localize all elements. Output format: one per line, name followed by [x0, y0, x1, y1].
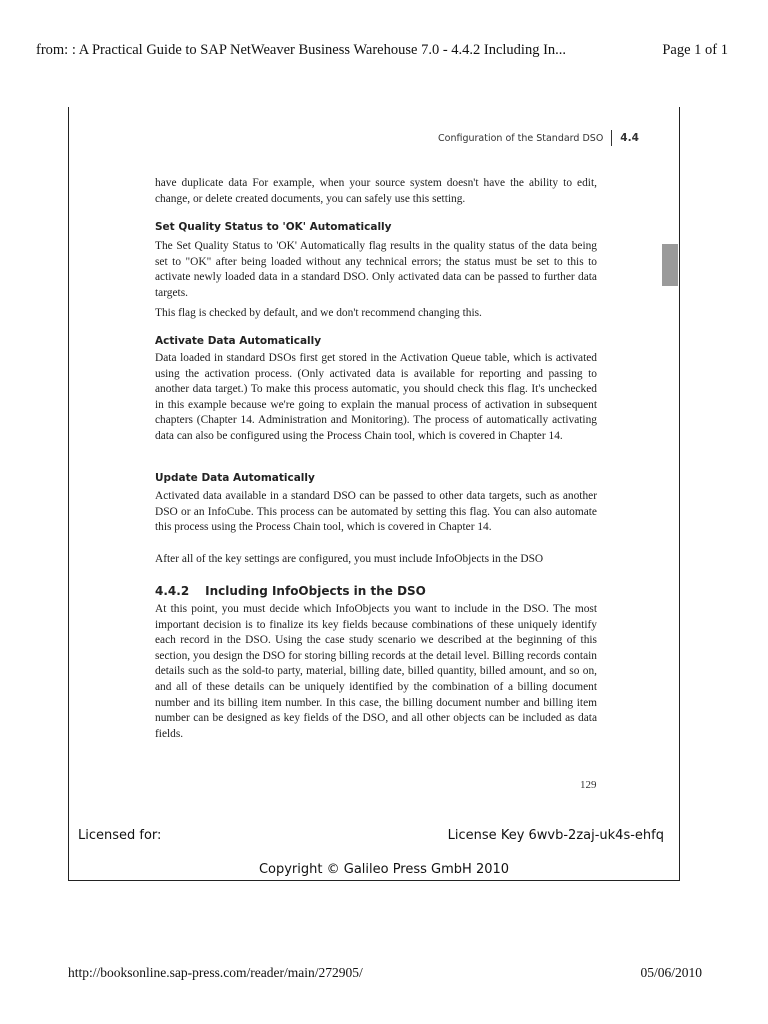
book-page-number: 129	[580, 779, 597, 791]
print-footer-url: http://booksonline.sap-press.com/reader/main/272905/	[68, 965, 363, 980]
section-heading	[155, 584, 426, 598]
running-head-title: Configuration of the Standard DSO	[438, 132, 604, 144]
update-paragraph-1: Activated data available in a standard DSO can be passed to other data targets, such as another DSO or an InfoCube. This process can be automated by setting this flag. You can also automate this process using the Process Chain tool, which is covered in Chapter 14.	[155, 490, 597, 534]
running-head	[438, 130, 648, 146]
scrollbar-thumb[interactable]	[662, 244, 678, 286]
running-head-divider	[611, 130, 612, 146]
section-paragraph: At this point, you must decide which InfoObjects you want to include in the DSO. The most important decision is to finalize its key fields because combinations of these uniquely identify each record in the DSO. Using the case study scenario we described at the beginning of this section, you design the DSO for storing billing records at the detail level. Billing records contain details such as the sold-to party, material, billing date, billed quantity, billed amount, and so on, and all of these details can be uniquely identified by the combination of a billing document number and its billing item number. In this case, the billing document number and billing item number can be designed as key fields of the DSO, and all other objects can be included as data fields.	[155, 603, 597, 740]
print-header	[36, 42, 728, 59]
heading-activate-data: Activate Data Automatically	[155, 335, 322, 347]
quality-paragraph-1: The Set Quality Status to 'OK' Automatically flag results in the quality status of the data being set to "OK" after being loaded without any technical errors; the status must be set to this to activate newly loaded data in a standard DSO. Only activated data can be passed to further data targets.	[155, 240, 597, 299]
license-key: License Key 6wvb-2zaj-uk4s-ehfq	[447, 828, 664, 843]
section-number: 4.4.2	[155, 584, 190, 598]
heading-quality-status: Set Quality Status to 'OK' Automatically	[155, 221, 392, 233]
print-header-title: from: : A Practical Guide to SAP NetWeaver Business Warehouse 7.0 - 4.4.2 Including In...	[36, 42, 567, 58]
update-paragraph-2: After all of the key settings are configured, you must include InfoObjects in the DSO	[155, 553, 544, 565]
running-head-number: 4.4	[620, 132, 639, 144]
print-footer-date: 05/06/2010	[640, 965, 702, 980]
print-header-page-info: Page 1 of 1	[662, 42, 728, 58]
licensed-for-label: Licensed for:	[78, 828, 162, 843]
heading-update-data: Update Data Automatically	[155, 472, 315, 484]
license-row	[78, 828, 664, 843]
copyright-notice: Copyright © Galileo Press GmbH 2010	[258, 862, 510, 877]
intro-paragraph: have duplicate data For example, when your source system doesn't have the ability to edit, change, or delete created documents, you can safely use this setting.	[155, 177, 597, 205]
print-footer	[68, 965, 702, 981]
activate-paragraph: Data loaded in standard DSOs first get stored in the Activation Queue table, which is activated using the activation process. (Only activated data is available for reporting and passing to another data target.) To make this process automatic, you should check this flag. It's unchecked in this example because we're going to explain the manual process of activation in subsequent chapters (Chapter 14. Administration and Monitoring). The process of automatically activating data can also be configured using the Process Chain tool, which is covered in Chapter 14.	[155, 352, 597, 442]
section-title: Including InfoObjects in the DSO	[205, 584, 426, 598]
quality-paragraph-2: This flag is checked by default, and we don't recommend changing this.	[155, 307, 482, 319]
